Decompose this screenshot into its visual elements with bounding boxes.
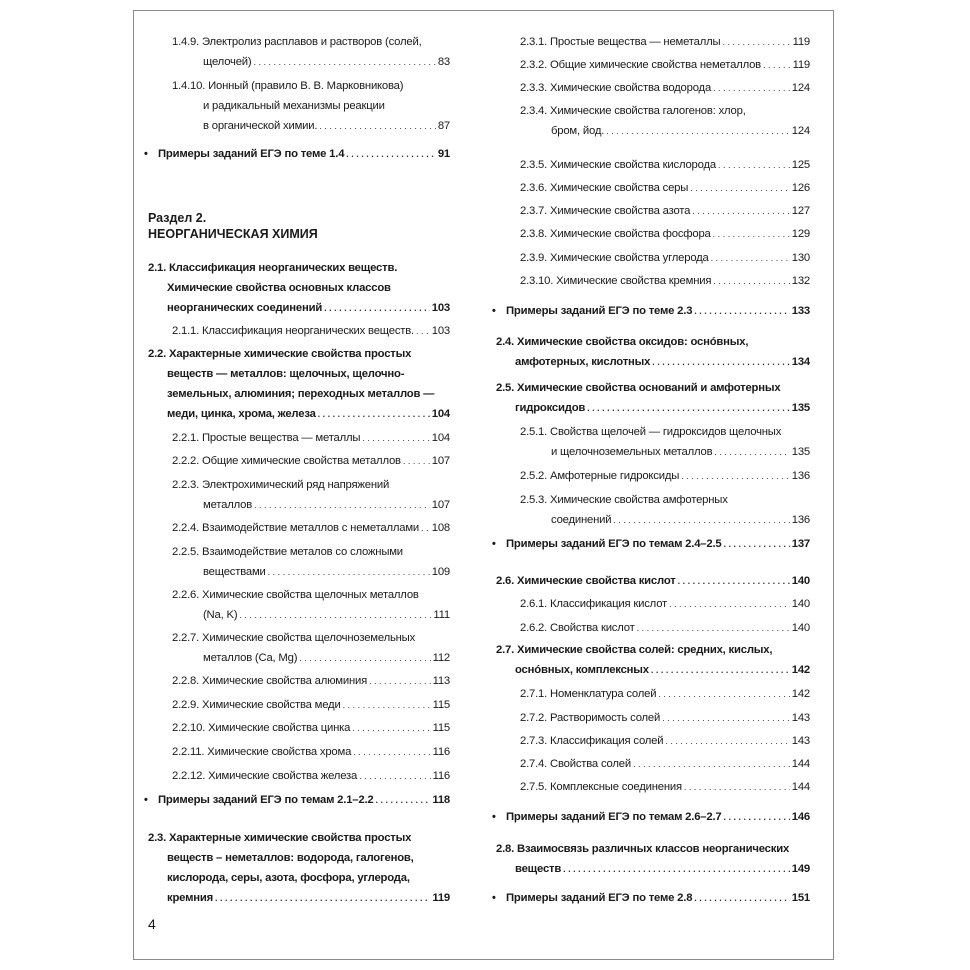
toc-entry-text: 2.2.12. Химические свойства железа <box>172 770 358 782</box>
toc-entry-text: земельных, алюминия; переходных металлов — <box>167 388 435 400</box>
toc-entry-text: 2.2.4. Взаимодействие металлов с неметаллами <box>172 522 420 534</box>
toc-page-number: 103 <box>431 325 450 337</box>
toc-entry-text: Примеры заданий ЕГЭ по теме 1.4 <box>158 148 345 160</box>
toc-entry-text: 2.5.2. Амфотерные гидроксиды <box>520 470 680 482</box>
toc-entry <box>520 594 810 614</box>
dot-leader <box>658 684 789 704</box>
toc-page-number: 112 <box>432 652 450 664</box>
toc-entry-text: 2.5.3. Химические свойства амфотерных <box>520 494 728 506</box>
toc-page-number: 108 <box>431 522 450 534</box>
toc-entry-text: веществ – неметаллов: водорода, галогенов, <box>167 852 414 864</box>
toc-entry <box>520 32 810 52</box>
toc-entry <box>148 344 450 424</box>
toc-entry-text: 2.5.1. Свойства щелочей — гидроксидов щелочных <box>520 426 782 438</box>
dot-leader <box>694 888 789 908</box>
toc-entry-text: веществ — металлов: щелочных, щелочно- <box>167 368 405 380</box>
toc-entry-text: соединений <box>551 514 612 526</box>
toc-entry-text: меди, цинка, хрома, железа <box>167 408 316 420</box>
toc-entry <box>520 708 810 728</box>
dot-leader <box>239 605 431 625</box>
toc-entry-text: 2.7.4. Свойства солей <box>520 758 631 770</box>
toc-entry-text: 2.7.3. Классификация солей <box>520 735 664 747</box>
toc-page-number: 146 <box>791 811 810 823</box>
toc-entry <box>520 777 810 797</box>
toc-entry <box>172 475 450 515</box>
toc-entry-text: Примеры заданий ЕГЭ по темам 2.4–2.5 <box>506 538 722 550</box>
toc-page-number: 134 <box>791 356 810 368</box>
toc-entry <box>172 32 450 72</box>
section-heading-number: Раздел 2. <box>148 211 207 225</box>
toc-entry-text: 1.4.10. Ионный (правило В. В. Марковникова) <box>172 80 404 92</box>
toc-entry-text: 2.2.5. Взаимодействие металов со сложными <box>172 546 403 558</box>
toc-page-number: 118 <box>432 794 450 806</box>
toc-entry <box>520 178 810 198</box>
toc-entry-text: 2.5. Химические свойства оснований и амфотерных <box>496 382 781 394</box>
toc-entry <box>520 754 810 774</box>
toc-entry-text: металлов <box>203 499 252 511</box>
dot-leader <box>563 859 790 879</box>
toc-page-number: 83 <box>437 56 450 68</box>
toc-entry <box>520 155 810 175</box>
dot-leader <box>254 495 430 515</box>
toc-entry <box>172 695 450 715</box>
dot-leader <box>353 742 430 762</box>
dot-leader <box>718 155 790 175</box>
toc-page-number: 135 <box>791 446 810 458</box>
toc-entry <box>492 888 810 908</box>
toc-page-number: 140 <box>791 598 810 610</box>
dot-leader <box>587 398 790 418</box>
toc-entry <box>144 144 450 164</box>
dot-leader <box>723 807 789 827</box>
bullet-icon: • <box>144 794 148 806</box>
toc-page-number: 135 <box>791 402 810 414</box>
dot-leader <box>346 144 436 164</box>
toc-entry-text: 2.7. Химические свойства солей: средних, кислых, <box>496 644 773 656</box>
dot-leader <box>723 534 789 554</box>
dot-leader <box>606 121 790 141</box>
toc-page-number: 115 <box>432 722 450 734</box>
toc-entry <box>520 201 810 221</box>
toc-entry-text: 2.2.3. Электрохимический ряд напряжений <box>172 479 390 491</box>
toc-entry-text: кремния <box>167 892 214 904</box>
section-heading <box>148 211 318 241</box>
toc-entry-text: металлов (Ca, Mg) <box>203 652 298 664</box>
dot-leader <box>681 466 790 486</box>
toc-entry-text: 2.2.7. Химические свойства щелочноземельных <box>172 632 416 644</box>
dot-leader <box>711 248 790 268</box>
toc-entry-text: Примеры заданий ЕГЭ по темам 2.6–2.7 <box>506 811 722 823</box>
dot-leader <box>319 116 436 136</box>
toc-entry <box>172 671 450 691</box>
dot-leader <box>343 695 431 715</box>
toc-page-number: 125 <box>791 159 810 171</box>
toc-entry-text: 2.1.1. Классификация неорганических веществ. <box>172 325 414 337</box>
toc-entry-text: кислорода, серы, азота, фосфора, углерода, <box>167 872 410 884</box>
dot-leader <box>421 518 430 538</box>
toc-entry <box>492 301 810 321</box>
dot-leader <box>690 178 790 198</box>
toc-entry <box>148 828 450 908</box>
toc-entry-text: веществ <box>515 863 562 875</box>
toc-page-number: 144 <box>791 781 810 793</box>
toc-page-number: 140 <box>791 575 810 587</box>
toc-entry <box>172 585 450 625</box>
dot-leader <box>678 571 790 591</box>
toc-entry-text: 2.3.9. Химические свойства углерода <box>520 252 709 264</box>
toc-page-number: 115 <box>432 699 450 711</box>
dot-leader <box>722 32 790 52</box>
dot-leader <box>684 777 790 797</box>
toc-entry <box>172 542 450 582</box>
dot-leader <box>253 52 435 72</box>
dot-leader <box>324 298 430 318</box>
toc-entry-text: 2.7.5. Комплексные соединения <box>520 781 682 793</box>
toc-entry-text: 2.7.2. Растворимость солей <box>520 712 661 724</box>
toc-entry <box>172 321 450 341</box>
dot-leader <box>713 224 790 244</box>
toc-entry-text: 2.3.3. Химические свойства водорода <box>520 82 712 94</box>
dot-leader <box>637 618 790 638</box>
toc-entry-text: 2.8. Взаимосвязь различных классов неорганических <box>496 843 790 855</box>
toc-entry <box>148 258 450 318</box>
toc-page-number: 107 <box>431 455 450 467</box>
toc-entry-text: Примеры заданий ЕГЭ по теме 2.3 <box>506 305 693 317</box>
toc-page-number: 109 <box>431 566 450 578</box>
toc-entry <box>172 628 450 668</box>
toc-entry-text: бром, йод. <box>551 125 605 137</box>
dot-leader <box>352 718 430 738</box>
toc-entry <box>172 76 450 136</box>
toc-entry-text: 2.3. Характерные химические свойства простых <box>148 832 412 844</box>
toc-entry <box>492 534 810 554</box>
toc-entry <box>172 766 450 786</box>
toc-entry-text: 2.2.2. Общие химические свойства металлов <box>172 455 401 467</box>
toc-entry-text: амфотерных, кислотных <box>515 356 651 368</box>
toc-entry-text: Примеры заданий ЕГЭ по темам 2.1–2.2 <box>158 794 374 806</box>
toc-entry <box>520 731 810 751</box>
toc-entry-text: и щелочноземельных металлов <box>551 446 713 458</box>
toc-entry <box>520 422 810 462</box>
toc-entry-text: (Na, K) <box>203 609 238 621</box>
toc-entry-text: 2.2.1. Простые вещества — металлы <box>172 432 361 444</box>
toc-page-number: 119 <box>792 59 810 71</box>
dot-leader <box>714 442 789 462</box>
toc-page-number: 124 <box>791 125 810 137</box>
dot-leader <box>268 562 430 582</box>
toc-page-number: 87 <box>437 120 450 132</box>
toc-page-number: 151 <box>791 892 810 904</box>
toc-entry-text: гидроксидов <box>515 402 586 414</box>
dot-leader <box>692 201 790 221</box>
toc-entry-text: 2.1. Классификация неорганических веществ. <box>148 262 398 274</box>
toc-page-number: 136 <box>791 470 810 482</box>
toc-entry <box>520 618 810 638</box>
dot-leader <box>651 660 790 680</box>
toc-page-number: 137 <box>791 538 810 550</box>
toc-page-number: 116 <box>432 770 450 782</box>
toc-page-number: 143 <box>791 735 810 747</box>
toc-entry <box>172 518 450 538</box>
toc-entry <box>520 248 810 268</box>
book-page <box>133 10 834 960</box>
toc-page-number: 104 <box>431 432 450 444</box>
toc-entry <box>172 718 450 738</box>
toc-entry-text: 2.3.1. Простые вещества — неметаллы <box>520 36 721 48</box>
toc-page-number: 144 <box>791 758 810 770</box>
toc-entry-text: 1.4.9. Электролиз расплавов и растворов (солей, <box>172 36 422 48</box>
toc-page-number: 142 <box>791 688 810 700</box>
toc-entry-text: и радикальный механизмы реакции <box>203 100 385 112</box>
toc-page-number: 111 <box>433 609 450 621</box>
toc-entry-text: 2.2.9. Химические свойства меди <box>172 699 341 711</box>
toc-entry-text: неорганических соединений <box>167 302 323 314</box>
toc-entry-text: 2.3.2. Общие химические свойства неметаллов <box>520 59 761 71</box>
toc-page-number: 127 <box>791 205 810 217</box>
toc-page-number: 129 <box>791 228 810 240</box>
toc-entry <box>144 790 450 810</box>
toc-entry <box>520 78 810 98</box>
toc-entry <box>520 684 810 704</box>
toc-page-number: 149 <box>791 863 810 875</box>
toc-entry-text: 2.2. Характерные химические свойства простых <box>148 348 412 360</box>
toc-entry <box>520 55 810 75</box>
toc-entry-text: 2.3.10. Химические свойства кремния <box>520 275 712 287</box>
toc-page-number: 124 <box>791 82 810 94</box>
toc-page-number: 130 <box>791 252 810 264</box>
toc-entry <box>496 378 810 418</box>
dot-leader <box>662 708 790 728</box>
toc-entry-text: 2.2.10. Химические свойства цинка <box>172 722 351 734</box>
dot-leader <box>665 731 789 751</box>
toc-page-number: 126 <box>791 182 810 194</box>
toc-page-number: 91 <box>437 148 450 160</box>
dot-leader <box>713 271 789 291</box>
toc-entry <box>520 101 810 141</box>
dot-leader <box>362 428 429 448</box>
section-heading-title: НЕОРГАНИЧЕСКАЯ ХИМИЯ <box>148 227 318 241</box>
toc-entry-text: 2.3.6. Химические свойства серы <box>520 182 689 194</box>
dot-leader <box>215 888 430 908</box>
toc-entry-text: 2.2.8. Химические свойства алюминия <box>172 675 368 687</box>
toc-entry-text: оснóвных, комплексных <box>515 664 649 676</box>
toc-entry <box>496 640 810 680</box>
toc-entry <box>496 332 810 372</box>
dot-leader <box>669 594 790 614</box>
toc-page-number: 143 <box>791 712 810 724</box>
toc-page-number: 104 <box>431 408 450 420</box>
toc-entry-text: 2.3.8. Химические свойства фосфора <box>520 228 711 240</box>
dot-leader <box>633 754 790 774</box>
toc-page-number: 133 <box>791 305 810 317</box>
toc-page-number: 140 <box>791 622 810 634</box>
toc-entry-text: Примеры заданий ЕГЭ по теме 2.8 <box>506 892 693 904</box>
toc-page-number: 119 <box>432 892 450 904</box>
toc-entry-text: 2.6.1. Классификация кислот <box>520 598 668 610</box>
toc-page-number: 132 <box>791 275 810 287</box>
toc-entry <box>496 571 810 591</box>
toc-entry-text: 2.2.11. Химические свойства хрома <box>172 746 352 758</box>
toc-entry-text: щелочей) <box>203 56 252 68</box>
toc-entry-text: 2.3.4. Химические свойства галогенов: хлор, <box>520 105 746 117</box>
toc-entry-text: 2.3.5. Химические свойства кислорода <box>520 159 716 171</box>
toc-entry <box>520 490 810 530</box>
dot-leader <box>416 321 430 341</box>
toc-page-number: 116 <box>432 746 450 758</box>
toc-entry <box>172 451 450 471</box>
toc-entry-text: 2.3.7. Химические свойства азота <box>520 205 691 217</box>
dot-leader <box>359 766 430 786</box>
dot-leader <box>375 790 430 810</box>
dot-leader <box>694 301 789 321</box>
bullet-icon: • <box>492 538 496 550</box>
dot-leader <box>369 671 431 691</box>
dot-leader <box>763 55 791 75</box>
toc-entry <box>520 271 810 291</box>
toc-entry-text: веществами <box>203 566 266 578</box>
dot-leader <box>652 352 790 372</box>
toc-entry <box>496 839 810 879</box>
page-number: 4 <box>148 916 156 932</box>
dot-leader <box>299 648 430 668</box>
dot-leader <box>713 78 790 98</box>
toc-entry-text: 2.4. Химические свойства оксидов: оснóвных, <box>496 336 749 348</box>
toc-page-number: 113 <box>432 675 450 687</box>
toc-page-number: 119 <box>792 36 810 48</box>
toc-page-number: 136 <box>791 514 810 526</box>
bullet-icon: • <box>492 811 496 823</box>
toc-entry-text: в органической химии. <box>203 120 318 132</box>
toc-entry <box>520 224 810 244</box>
bullet-icon: • <box>492 892 496 904</box>
toc-entry <box>172 428 450 448</box>
bullet-icon: • <box>144 148 148 160</box>
dot-leader <box>613 510 789 530</box>
toc-entry-text: 2.7.1. Номенклатура солей <box>520 688 657 700</box>
toc-entry <box>492 807 810 827</box>
bullet-icon: • <box>492 305 496 317</box>
toc-entry-text: 2.2.6. Химические свойства щелочных металлов <box>172 589 419 601</box>
toc-page-number: 103 <box>431 302 450 314</box>
toc-page-number: 107 <box>431 499 450 511</box>
dot-leader <box>318 404 430 424</box>
dot-leader <box>403 451 430 471</box>
toc-entry <box>520 466 810 486</box>
toc-entry-text: 2.6. Химические свойства кислот <box>496 575 676 587</box>
toc-entry-text: 2.6.2. Свойства кислот <box>520 622 635 634</box>
toc-entry-text: Химические свойства основных классов <box>167 282 391 294</box>
toc-page-number: 142 <box>791 664 810 676</box>
toc-entry <box>172 742 450 762</box>
